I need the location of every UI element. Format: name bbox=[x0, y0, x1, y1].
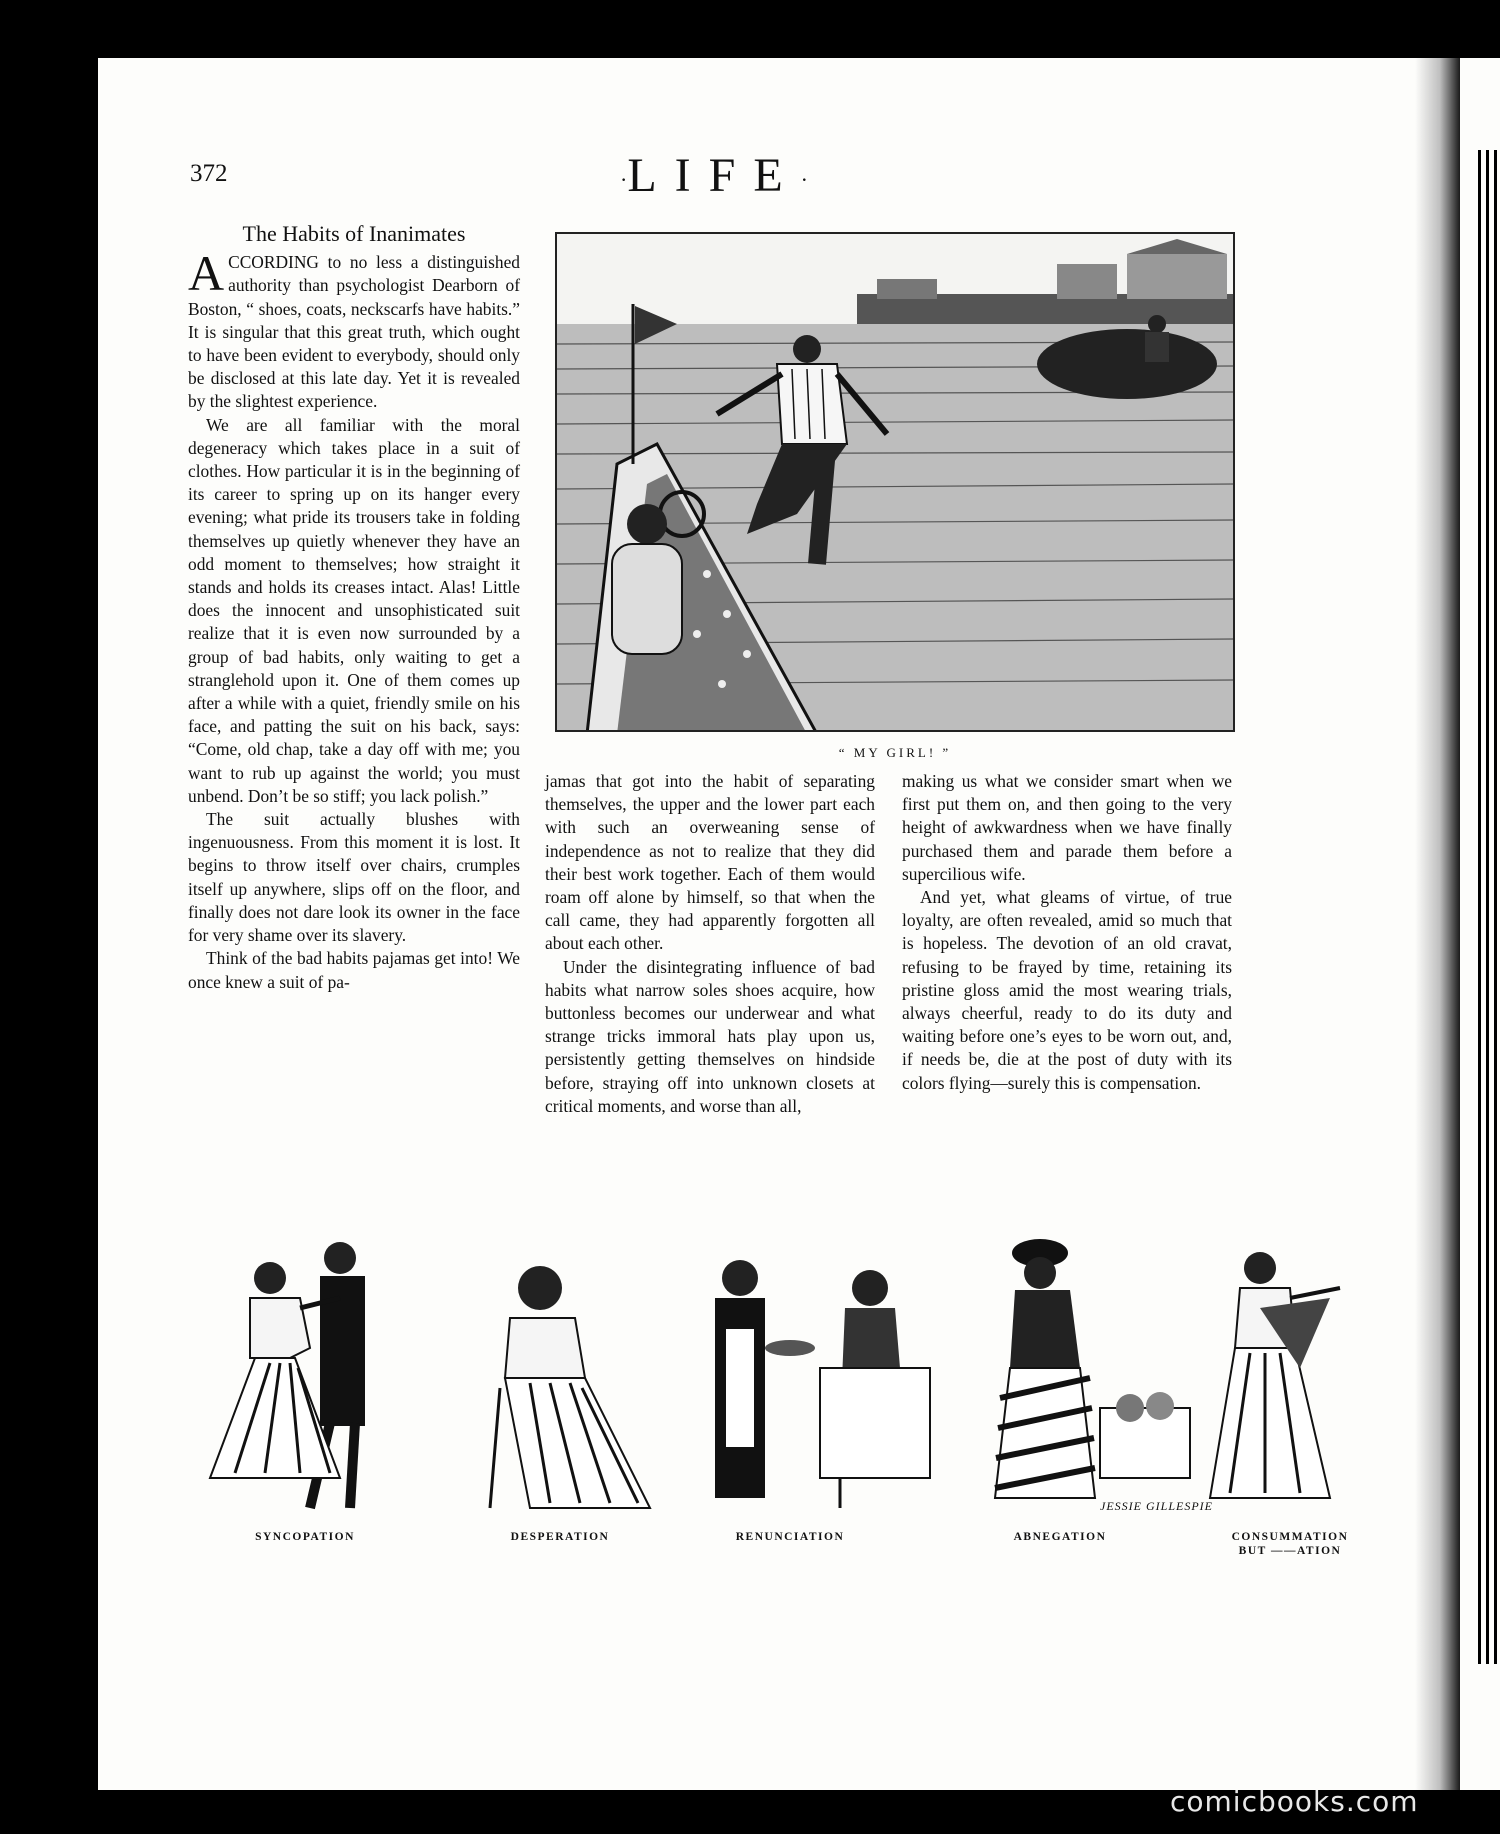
paragraph-text: CCORDING to no less a distinguished authority than psychologist Dearborn of Boston, “ shoes, coats, neckscarfs have habits.” It is singular that this great truth, which ought to have been evident to everybody, should only be disclosed at this late day. Yet it is revealed by the slightest experience. bbox=[188, 252, 520, 412]
seated-woman-figure bbox=[470, 1228, 670, 1518]
illustration-caption: “ MY GIRL! ” bbox=[838, 745, 952, 760]
paragraph: And yet, what gleams of virtue, of true loyalty, are often revealed, amid so much that is hopeless. The devotion of an old cravat, refusing to be frayed by time, retaining its pristine gloss amid the most wearing trials, always cheerful, ready to do its duty and waiting before one’s eyes to be worn out, and, if needs be, die at the post of duty with its colors flying—surely this is compensation. bbox=[902, 887, 1232, 1093]
article-column-2 bbox=[545, 770, 875, 1118]
caption-line: BUT ——ATION bbox=[1238, 1545, 1342, 1557]
market-woman-figure bbox=[970, 1228, 1210, 1518]
ornamental-border-line bbox=[1478, 150, 1481, 1664]
dot-ornament: · bbox=[620, 166, 628, 192]
drop-cap: A bbox=[188, 245, 225, 302]
page-gutter bbox=[1415, 58, 1460, 1790]
caption-desperation: DESPERATION bbox=[510, 1531, 610, 1543]
article-column-1 bbox=[188, 222, 520, 994]
magazine-title: LIFE bbox=[627, 149, 801, 202]
paragraph: Think of the bad habits pajamas get into! We once knew a suit of pa- bbox=[188, 948, 520, 992]
paragraph: The suit actually blushes with ingenuousness. From this moment it is lost. It begins to throw itself over chairs, crumples itself up anywhere, slips off on the floor, and finally does not dare look its owner in the face for very shame over its slavery. bbox=[188, 809, 520, 946]
paragraph bbox=[188, 245, 520, 413]
caption-consummation bbox=[1215, 1530, 1365, 1558]
dancing-couple-figure bbox=[190, 1228, 410, 1518]
woman-with-shawl-figure bbox=[1200, 1228, 1360, 1518]
ornamental-border-line bbox=[1486, 150, 1489, 1664]
caption-syncopation: SYNCOPATION bbox=[255, 1531, 355, 1543]
waitress-and-diner-figure bbox=[690, 1228, 940, 1518]
page-number: 372 bbox=[190, 160, 228, 187]
paragraph: Under the disintegrating influence of bad habits what narrow soles shoes acquire, how buttonless becomes our underwear and what strange tricks immoral hats play upon us, persistently getting themselves on hindside before, straying off into unknown closets at critical moments, and worse than all, bbox=[545, 956, 875, 1116]
site-watermark: comicbooks.com bbox=[1170, 1785, 1419, 1818]
caption-abnegation: ABNEGATION bbox=[1013, 1531, 1107, 1543]
ornamental-border-line bbox=[1494, 150, 1497, 1664]
running-head bbox=[620, 148, 808, 203]
caption-line: CONSUMMATION bbox=[1231, 1531, 1349, 1543]
boat-drawing bbox=[557, 234, 1235, 732]
article-column-3 bbox=[902, 770, 1232, 1095]
artist-signature: JESSIE GILLESPIE bbox=[1100, 1499, 1213, 1513]
paragraph: jamas that got into the habit of separating themselves, the upper and the lower part each with such an overweaning sense of independence as not to realize that they did their best work together. Each of them would roam off alone by himself, so that when the call came, they had apparently forgotten all about each other. bbox=[545, 771, 875, 954]
paragraph: making us what we consider smart when we first put them on, and then going to the very height of awkwardness when we have finally purchased them and parade them before a supercilious wife. bbox=[902, 771, 1232, 884]
dot-ornament: · bbox=[800, 166, 808, 192]
paragraph: We are all familiar with the moral degeneracy which takes place in a suit of clothes. How particular it is in the beginning of its career to spring up on its hanger every evening; what pride its trousers take in folding themselves up quietly whenever they have an odd moment to themselves; how straight it stands and holds its creases intact. Alas! Little does the innocent and unsophisticated suit realize that it is even now surrounded by a group of bad habits, only waiting to get a stranglehold upon it. One of them comes up after a while with a quiet, friendly smile on his face, and patting the suit on his back, says: “Come, old chap, take a day off with me; you want to rub up against the world; you must unbend. Don’t be so stiff; you lack polish.” bbox=[188, 414, 520, 806]
boat-illustration bbox=[555, 232, 1235, 732]
article-title: The Habits of Inanimates bbox=[242, 221, 466, 246]
caption-renunciation: RENUNCIATION bbox=[735, 1531, 845, 1543]
